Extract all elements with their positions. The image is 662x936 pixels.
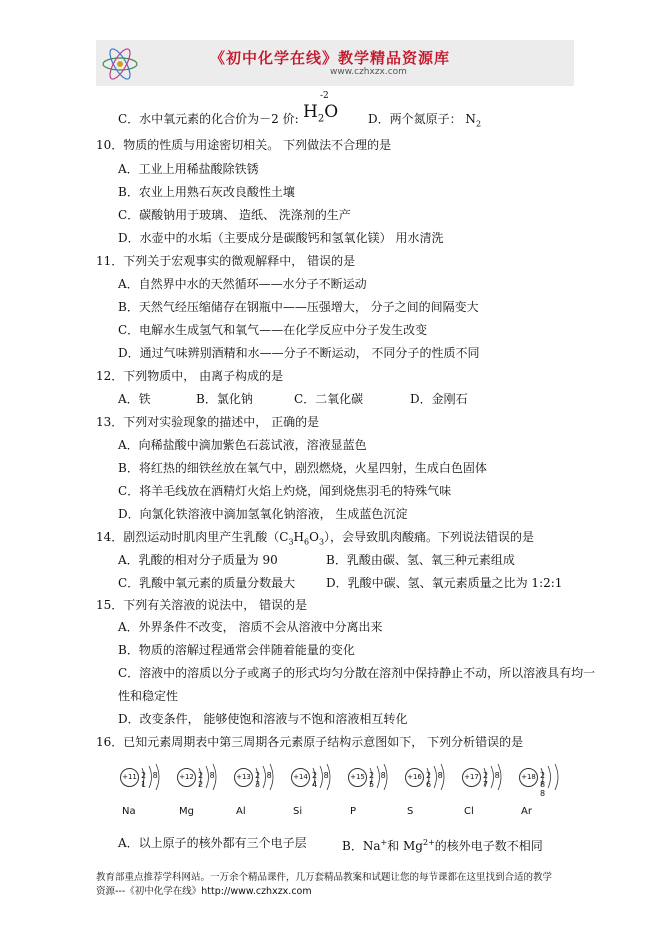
q15-option-c-cont: 性和稳定性 xyxy=(118,689,179,703)
atom-diagram xyxy=(460,762,510,824)
footer-line-2: 资源---《初中化学在线》http://www.czhxzx.com xyxy=(96,886,312,897)
q12-option-c: C．二氧化碳 xyxy=(294,392,364,406)
atom-nucleus: +11 xyxy=(120,768,139,787)
q15-option-d: D．改变条件， 能够使饱和溶液与不饱和溶液相互转化 xyxy=(118,712,408,726)
electron-counts: 2 8 2 xyxy=(198,771,217,789)
atom-diagram xyxy=(517,762,548,824)
q14-option-a: A．乳酸的相对分子质量为 90 xyxy=(118,553,278,567)
q14-stem: 14．剧烈运动时肌肉里产生乳酸$(C_3H_6O_3)$，会导致肌肉酸痛。下列说法错误的是 xyxy=(96,530,535,547)
q16-stem: 16．已知元素周期表中第三周期各元素原子结构示意图如下， 下列分析错误的是 xyxy=(96,735,524,749)
atom-nucleus: +17 xyxy=(462,768,481,787)
q9-option-c: C．水中氧元素的化合价为－2 价: xyxy=(118,112,299,126)
q13-option-d: D．向氯化铁溶液中滴加氢氧化钠溶液， 生成蓝色沉淀 xyxy=(118,507,408,521)
q10-option-b: B．农业上用熟石灰改良酸性土壤 xyxy=(118,185,295,199)
electron-counts: 2 8 8 xyxy=(540,771,548,798)
atom-structure-diagrams xyxy=(118,762,548,824)
atom-diagram xyxy=(118,762,168,824)
atom-diagram xyxy=(232,762,282,824)
electron-counts: 2 8 1 xyxy=(141,771,160,789)
q14-option-c: C．乳酸中氧元素的质量分数最大 xyxy=(118,576,296,590)
atom-nucleus: +14 xyxy=(291,768,310,787)
banner-url: www.czhxzx.com xyxy=(330,67,407,77)
q11-option-d: D．通过气味辨别酒精和水——分子不断运动， 不同分子的性质不同 xyxy=(118,346,480,360)
q10-option-c: C．碳酸钠用于玻璃、 造纸、 洗涤剂的生产 xyxy=(118,208,351,222)
banner-title: 《初中化学在线》教学精品资源库 xyxy=(210,49,451,67)
q10-option-a: A．工业上用稀盐酸除铁锈 xyxy=(118,162,259,176)
q16-option-a: A．以上原子的核外都有三个电子层 xyxy=(118,836,307,850)
atom-nucleus: +13 xyxy=(234,768,253,787)
atom-logo-icon xyxy=(100,44,140,84)
atom-diagram xyxy=(289,762,339,824)
atom-diagram xyxy=(175,762,225,824)
element-symbol: Cl xyxy=(464,806,474,817)
q10-option-d: D．水壶中的水垢（主要成分是碳酸钙和氢氧化镁） 用水清洗 xyxy=(118,231,444,245)
atom-diagram xyxy=(403,762,453,824)
atom-nucleus: +12 xyxy=(177,768,196,787)
q11-option-c: C．电解水生成氢气和氧气——在化学反应中分子发生改变 xyxy=(118,323,428,337)
q10-stem: 10．物质的性质与用途密切相关。 下列做法不合理的是 xyxy=(96,138,392,152)
q12-stem: 12．下列物质中， 由离子构成的是 xyxy=(96,369,284,383)
q14-option-d: D．乳酸中碳、氢、氧元素质量之比为 1:2:1 xyxy=(326,576,563,590)
atom-nucleus: +18 xyxy=(519,768,538,787)
electron-counts: 2 8 3 xyxy=(255,771,274,789)
electron-counts: 2 8 7 xyxy=(483,771,502,789)
q15-option-a: A．外界条件不改变， 溶质不会从溶液中分离出来 xyxy=(118,620,383,634)
atom-diagram xyxy=(346,762,396,824)
q11-option-a: A．自然界中水的天然循环——水分子不断运动 xyxy=(118,277,367,291)
electron-counts: 2 8 4 xyxy=(312,771,331,789)
element-symbol: Mg xyxy=(179,806,194,817)
q11-stem: 11．下列关于宏观事实的微观解释中， 错误的是 xyxy=(96,254,356,268)
q9-option-d: D．两个氮原子： $N_2$ xyxy=(368,112,482,129)
q12-option-a: A．铁 xyxy=(118,392,151,406)
q12-option-d: D．金刚石 xyxy=(410,392,468,406)
element-symbol: Na xyxy=(122,806,136,817)
element-symbol: Al xyxy=(236,806,246,817)
valence-mark: -2 xyxy=(320,91,329,101)
element-symbol: S xyxy=(407,806,414,817)
atom-nucleus: +16 xyxy=(405,768,424,787)
q12-option-b: B．氯化钠 xyxy=(196,392,253,406)
atom-nucleus: +15 xyxy=(348,768,367,787)
q13-option-c: C．将羊毛线放在酒精灯火焰上灼烧，闻到烧焦羽毛的特殊气味 xyxy=(118,484,452,498)
q15-option-b: B．物质的溶解过程通常会伴随着能量的变化 xyxy=(118,643,355,657)
q14-option-b: B．乳酸由碳、氢、氧三种元素组成 xyxy=(326,553,515,567)
q15-option-c: C．溶液中的溶质以分子或离子的形式均匀分散在溶剂中保持静止不动，所以溶液具有均一 xyxy=(118,666,596,680)
q13-option-a: A．向稀盐酸中滴加紫色石蕊试液，溶液显蓝色 xyxy=(118,438,367,452)
q16-option-b: B．Na+和 $Mg^{2+}$的核外电子数不相同 xyxy=(342,838,543,853)
q13-stem: 13．下列对实验现象的描述中， 正确的是 xyxy=(96,415,320,429)
electron-counts: 2 8 5 xyxy=(369,771,388,789)
q15-stem: 15．下列有关溶液的说法中， 错误的是 xyxy=(96,598,308,612)
element-symbol: Si xyxy=(293,806,303,817)
element-symbol: P xyxy=(350,806,357,817)
q11-option-b: B．天然气经压缩储存在钢瓶中——压强增大， 分子之间的间隔变大 xyxy=(118,300,479,314)
water-formula: $H_2O$ xyxy=(303,102,339,125)
electron-counts: 2 8 6 xyxy=(426,771,445,789)
q13-option-b: B．将红热的细铁丝放在氧气中，剧烈燃烧，火星四射，生成白色固体 xyxy=(118,461,487,475)
element-symbol: Ar xyxy=(521,806,532,817)
footer-line-1: 教育部重点推荐学科网站。一万余个精品课件，几万套精品教案和试题让您的每节课都在这里找到合适的教学 xyxy=(96,872,553,883)
